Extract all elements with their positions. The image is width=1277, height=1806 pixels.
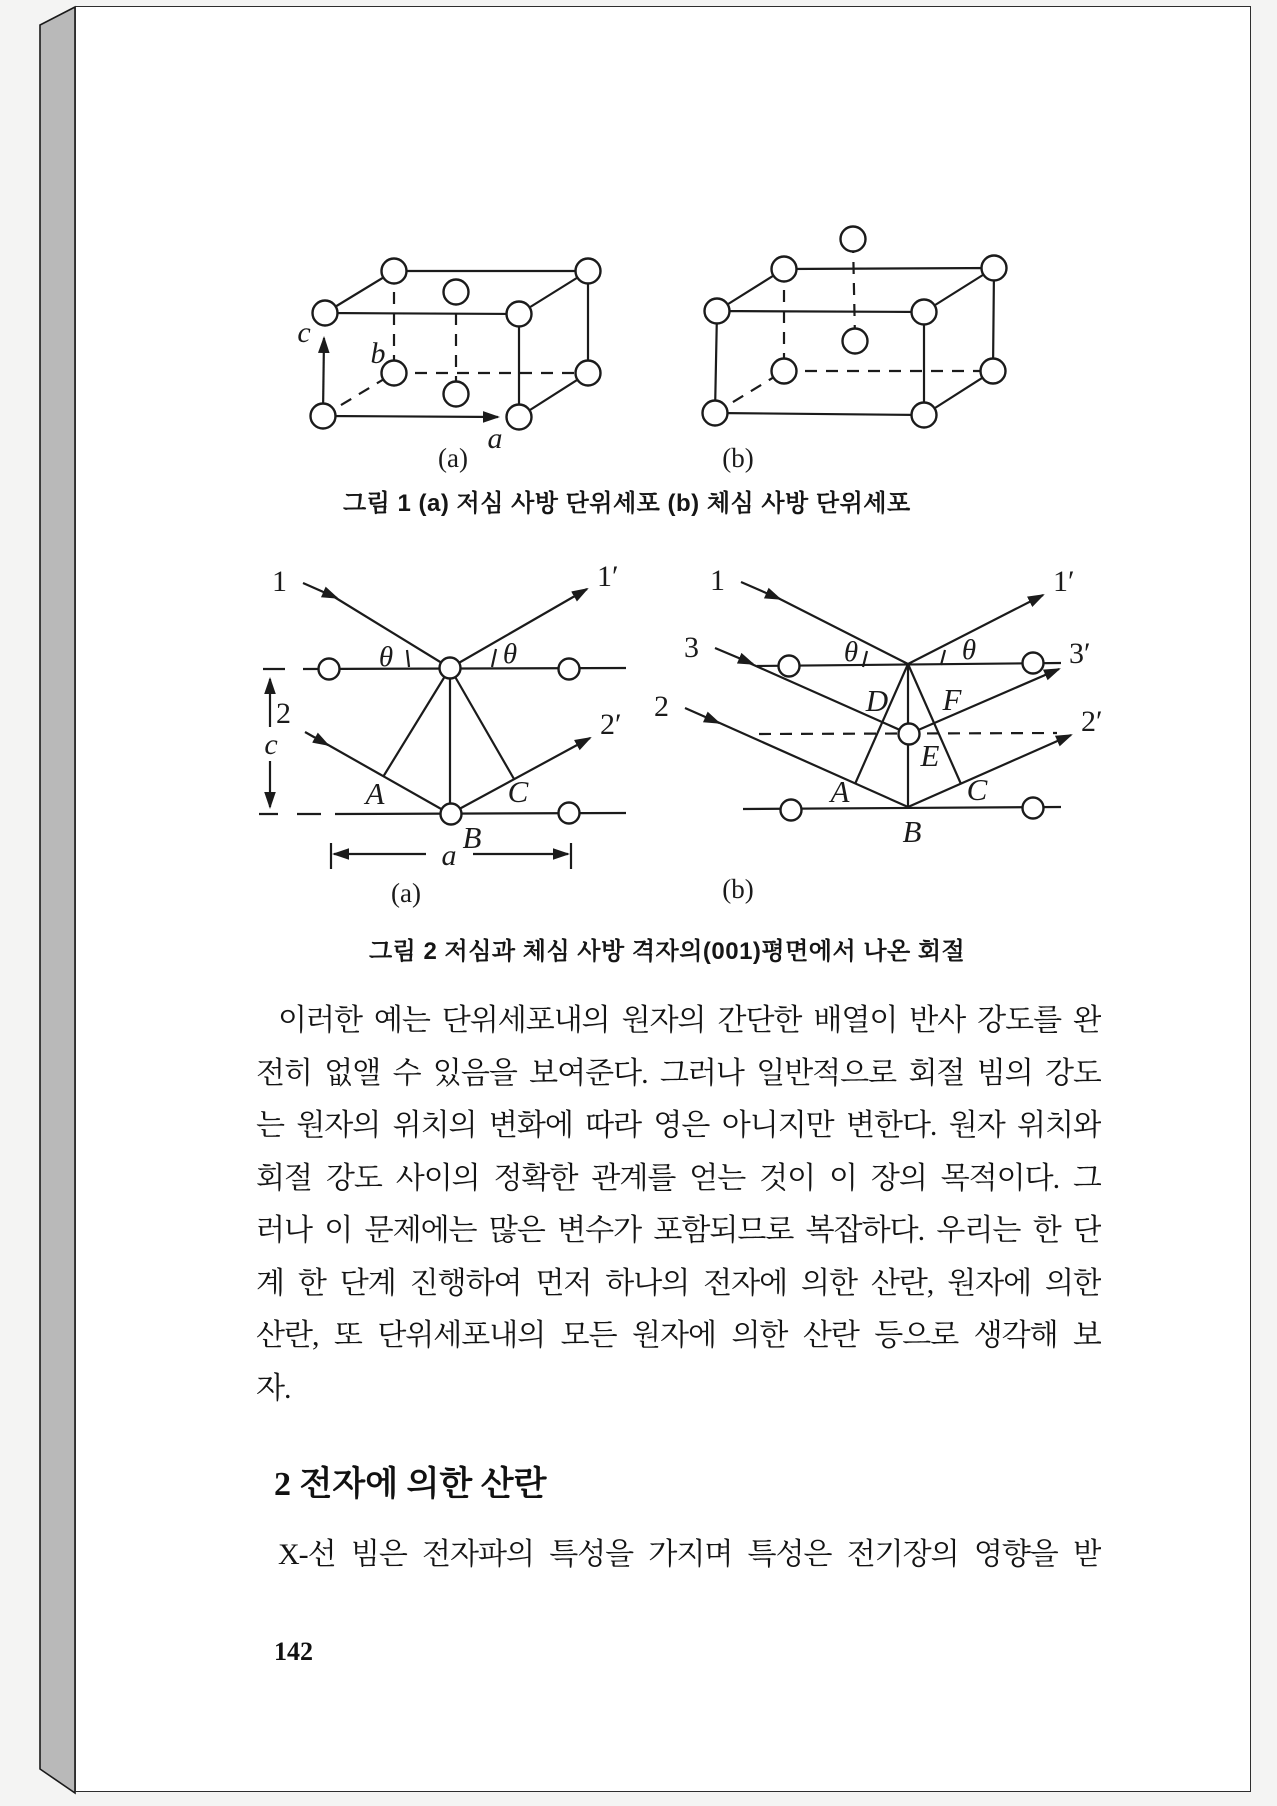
figure2-diagram	[251, 553, 1111, 913]
body-line: 이러한 예는 단위세포내의 원자의 간단한 배열이 반사 강도를 완	[278, 1004, 1101, 1037]
body-line: 러나 이 문제에는 많은 변수가 포함되므로 복잡하다. 우리는 한 단	[256, 1214, 1101, 1247]
fig2a-point-C: C	[507, 774, 529, 809]
figure1-diagram	[231, 166, 1061, 476]
fig2a-point-A: A	[365, 776, 385, 811]
fig1-axis-b-label: b	[370, 337, 386, 370]
fig1-axis-c-label: c	[297, 316, 311, 349]
fig2b-theta-left: θ	[843, 636, 859, 668]
fig2a-dim-a-label: a	[441, 839, 457, 872]
diffraction-a	[259, 560, 626, 908]
paragraph-line: X-선 빔은 전자파의 특성을 가지며 특성은 전기장의 영향을 받	[278, 1538, 1101, 1571]
fig2a-ray2out-label: 2′	[600, 708, 622, 741]
unit-cell-base-centered	[297, 259, 600, 474]
section-heading: 2 전자에 의한 산란	[274, 1466, 547, 1503]
unit-cell-body-centered	[703, 227, 1007, 474]
fig2b-ray1out-label: 1′	[1053, 565, 1075, 598]
fig2b-ray2out-label: 2′	[1081, 705, 1103, 738]
fig2-sub-a-label: (a)	[391, 878, 421, 908]
fig1-sub-a-label: (a)	[438, 443, 468, 473]
page-number: 142	[274, 1637, 313, 1666]
page-spine	[39, 5, 77, 1799]
fig2a-ray1out-label: 1′	[597, 560, 619, 593]
fig2a-point-B: B	[462, 820, 482, 855]
section-paragraph	[256, 1529, 1101, 1582]
fig2b-point-A: A	[830, 774, 850, 809]
fig2b-ray3out-label: 3′	[1069, 637, 1091, 670]
body-paragraph	[256, 995, 1101, 1415]
fig2b-point-E: E	[920, 738, 940, 773]
fig2b-ray2-label: 2	[654, 690, 669, 723]
figure1-caption: 그림 1 (a) 저심 사방 단위세포 (b) 체심 사방 단위세포	[343, 490, 911, 517]
fig2a-ray2-label: 2	[276, 697, 291, 730]
fig2a-theta-right: θ	[502, 638, 518, 670]
fig2b-point-D: D	[865, 683, 889, 718]
body-line: 전히 없앨 수 있음을 보여준다. 그러나 일반적으로 회절 빔의 강도	[256, 1056, 1101, 1090]
fig2-sub-b-label: (b)	[722, 874, 754, 904]
fig2b-point-C: C	[966, 772, 988, 807]
fig2a-ray1-label: 1	[272, 565, 287, 598]
body-line: 계 한 단계 진행하여 먼저 하나의 전자에 의한 산란, 원자에 의한	[256, 1266, 1101, 1300]
fig2b-point-B: B	[902, 814, 922, 849]
fig2b-ray3-label: 3	[684, 631, 699, 664]
body-line: 는 원자의 위치의 변화에 따라 영은 아니지만 변한다. 원자 위치와	[256, 1109, 1101, 1142]
fig2a-dim-c-label: c	[264, 728, 278, 761]
diffraction-b	[654, 564, 1103, 904]
body-line: 산란, 또 단위세포내의 모든 원자에 의한 산란 등으로 생각해 보	[256, 1319, 1101, 1352]
fig1-axis-a-label: a	[487, 422, 503, 455]
fig2b-theta-right: θ	[961, 634, 977, 666]
book-page	[75, 6, 1251, 1792]
spine-band	[40, 7, 75, 1793]
figure2-caption: 그림 2 저심과 체심 사방 격자의(001)평면에서 나온 회절	[369, 938, 966, 965]
body-line: 회절 강도 사이의 정확한 관계를 얻는 것이 이 장의 목적이다. 그	[256, 1161, 1101, 1195]
fig2a-theta-left: θ	[378, 641, 394, 673]
fig2b-ray1-label: 1	[710, 564, 725, 597]
fig1-sub-b-label: (b)	[722, 443, 754, 473]
body-line: 자.	[256, 1371, 291, 1405]
fig2b-point-F: F	[942, 682, 962, 717]
atoms-row-b	[779, 653, 1044, 821]
